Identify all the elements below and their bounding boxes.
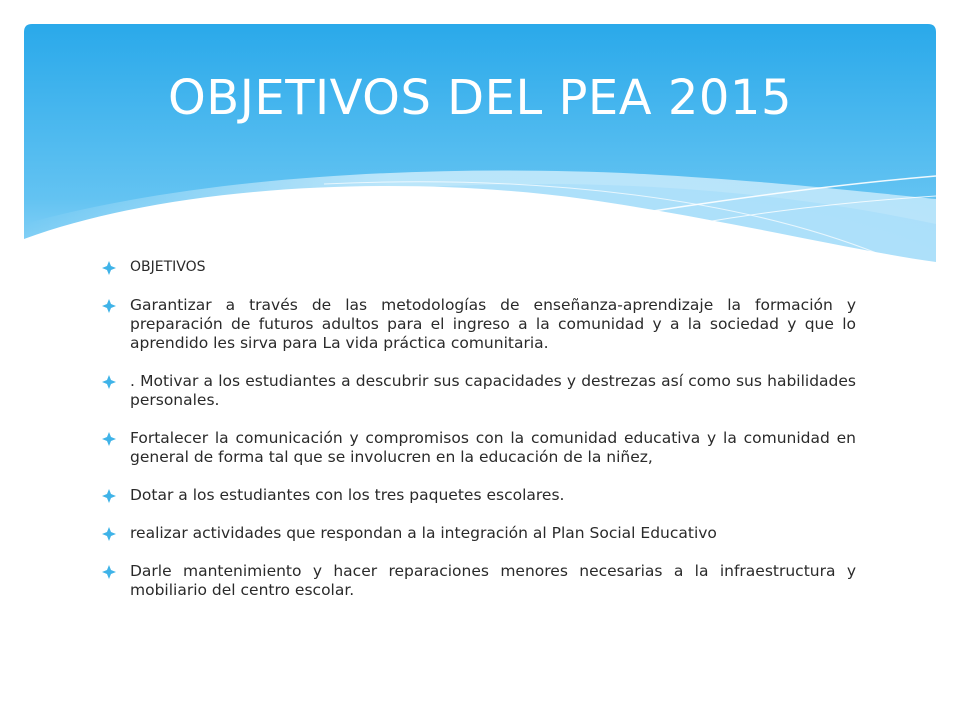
- bullet-text: . Motivar a los estudiantes a descubrir sus capacidades y destrezas así como sus habilidades personales.: [130, 372, 856, 409]
- list-item: [102, 258, 856, 277]
- bullet-text: Garantizar a través de las metodologías de enseñanza-aprendizaje la formación y preparación de futuros adultos para el ingreso a la comunidad y a la sociedad y que lo aprendido les sirva para La vida práctica comunitaria.: [130, 296, 856, 352]
- list-item: [102, 429, 856, 467]
- list-item: [102, 296, 856, 353]
- diamond-bullet-icon: [102, 489, 116, 503]
- diamond-bullet-icon: [102, 299, 116, 313]
- bullet-text: Fortalecer la comunicación y compromisos con la comunidad educativa y la comunidad en general de forma tal que se involucren en la educación de la niñez,: [130, 429, 856, 466]
- bullet-text: Dotar a los estudiantes con los tres paquetes escolares.: [130, 486, 565, 504]
- bullet-text: Darle mantenimiento y hacer reparaciones menores necesarias a la infraestructura y mobiliario del centro escolar.: [130, 562, 856, 599]
- list-item: [102, 486, 856, 505]
- diamond-bullet-icon: [102, 527, 116, 541]
- list-item: [102, 372, 856, 410]
- list-item: [102, 562, 856, 600]
- list-item: [102, 524, 856, 543]
- bullet-text: realizar actividades que respondan a la integración al Plan Social Educativo: [130, 524, 717, 542]
- bullet-list: [102, 258, 856, 619]
- slide-title: OBJETIVOS DEL PEA 2015: [168, 70, 792, 126]
- diamond-bullet-icon: [102, 375, 116, 389]
- header-wave-graphic: [24, 24, 936, 274]
- diamond-bullet-icon: [102, 565, 116, 579]
- diamond-bullet-icon: [102, 432, 116, 446]
- header-wave-banner: [24, 24, 936, 274]
- bullet-text: OBJETIVOS: [130, 259, 206, 275]
- diamond-bullet-icon: [102, 261, 116, 275]
